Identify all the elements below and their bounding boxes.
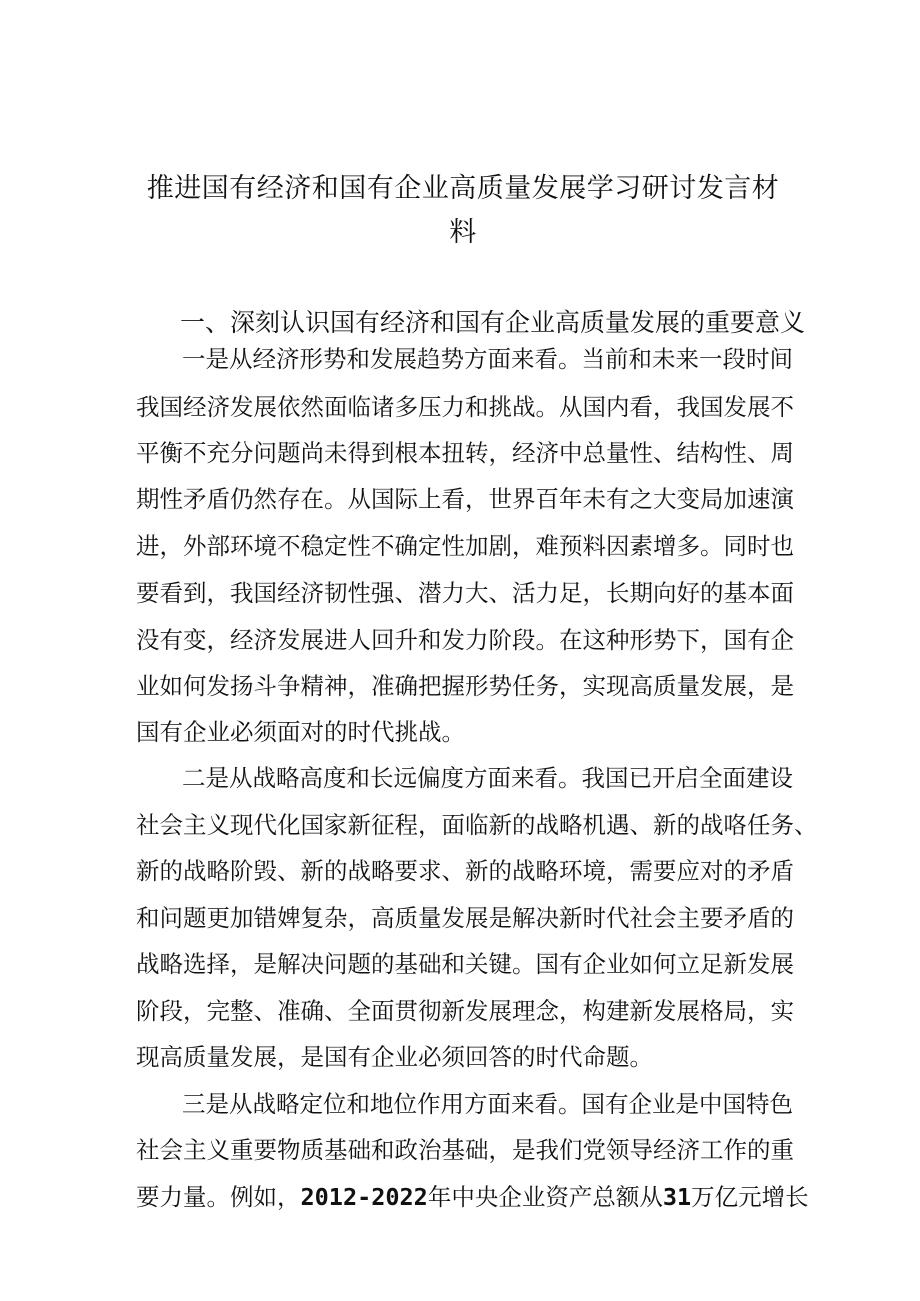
paragraph-1-line-7: 没有变，经济发展进人回升和发力阶段。在这种形势下，国有企 bbox=[136, 626, 794, 654]
paragraph-3-asset-number: 31 bbox=[662, 1183, 692, 1211]
document-title-line-2: 料 bbox=[449, 217, 477, 248]
paragraph-2-line-2: 社会主义现代化国家新征程，面临新的战略机遇、新的战咯任务、 bbox=[136, 811, 818, 839]
document-title-line-1: 推进国有经济和国有企业高质量发展学习研讨发言材 bbox=[146, 173, 780, 204]
paragraph-2-line-4: 和问题更加错婢复杂，高质量发展是解决新时代社会主要矛盾的 bbox=[136, 904, 794, 932]
paragraph-3-line-3-text-e: 万亿元增长 bbox=[691, 1183, 809, 1211]
paragraph-1-line-5: 进，外部环境不稳定性不确定性加剧，难预料因素增多。同时也 bbox=[136, 532, 794, 560]
paragraph-3-line-3 bbox=[136, 1177, 809, 1217]
paragraph-3-year-range: 2012-2022 bbox=[300, 1183, 428, 1211]
paragraph-1-line-9: 国有企业必须面对的时代挑战。 bbox=[136, 718, 465, 746]
paragraph-2-line-6: 阶段，完整、准确、全面贯彻新发展理念，构建新发展格局，实 bbox=[136, 997, 794, 1025]
paragraph-1-line-4: 期性矛盾仍然存在。从国际上看，世界百年未有之大变局加速演 bbox=[136, 485, 794, 513]
section-heading: 一、深刻认识国有经济和国有企业高质量发展的重要意义 bbox=[180, 308, 806, 337]
paragraph-2-line-7: 现高质量发展，是国有企业必须回答的时代命题。 bbox=[136, 1043, 653, 1071]
paragraph-2-line-3: 新的战略阶毁、新的战略要求、新的战略环境，需要应对的矛盾 bbox=[136, 857, 794, 885]
paragraph-3-line-3-text-c: 年中央企业资产总额从 bbox=[427, 1183, 663, 1211]
paragraph-1-line-2: 我国经济发展依然面临诸多压力和挑战。从国内看，我国发展不 bbox=[136, 393, 794, 421]
paragraph-1-line-3: 平衡不充分问题尚未得到根本扭转，经济中总量性、结构性、周 bbox=[136, 439, 794, 467]
paragraph-2-line-5: 战略选择，是解决问题的基础和关键。国有企业如何立足新发展 bbox=[136, 950, 794, 978]
paragraph-3-line-3-text-a: 要力量。例如， bbox=[136, 1183, 301, 1211]
paragraph-1-line-1: 一是从经济形势和发展趋势方面来看。当前和未来一段时间 bbox=[182, 345, 793, 373]
paragraph-3-line-1: 三是从战略定位和地位作用方面来看。国有企业是中国特色 bbox=[182, 1090, 793, 1118]
paragraph-3-line-2: 社会主义重要物质基础和政治基础，是我们党领导经济工作的重 bbox=[136, 1136, 794, 1164]
paragraph-1-line-8: 业如何发扬斗争精神，准确把握形势任务，实现高质量发展，是 bbox=[136, 672, 794, 700]
paragraph-2-line-1: 二是从战略高度和长远偏度方面来看。我国已开启全面建设 bbox=[182, 764, 793, 792]
paragraph-1-line-6: 要看到，我国经济韧性强、潜力大、活力足，长期向好的基本面 bbox=[136, 579, 794, 607]
